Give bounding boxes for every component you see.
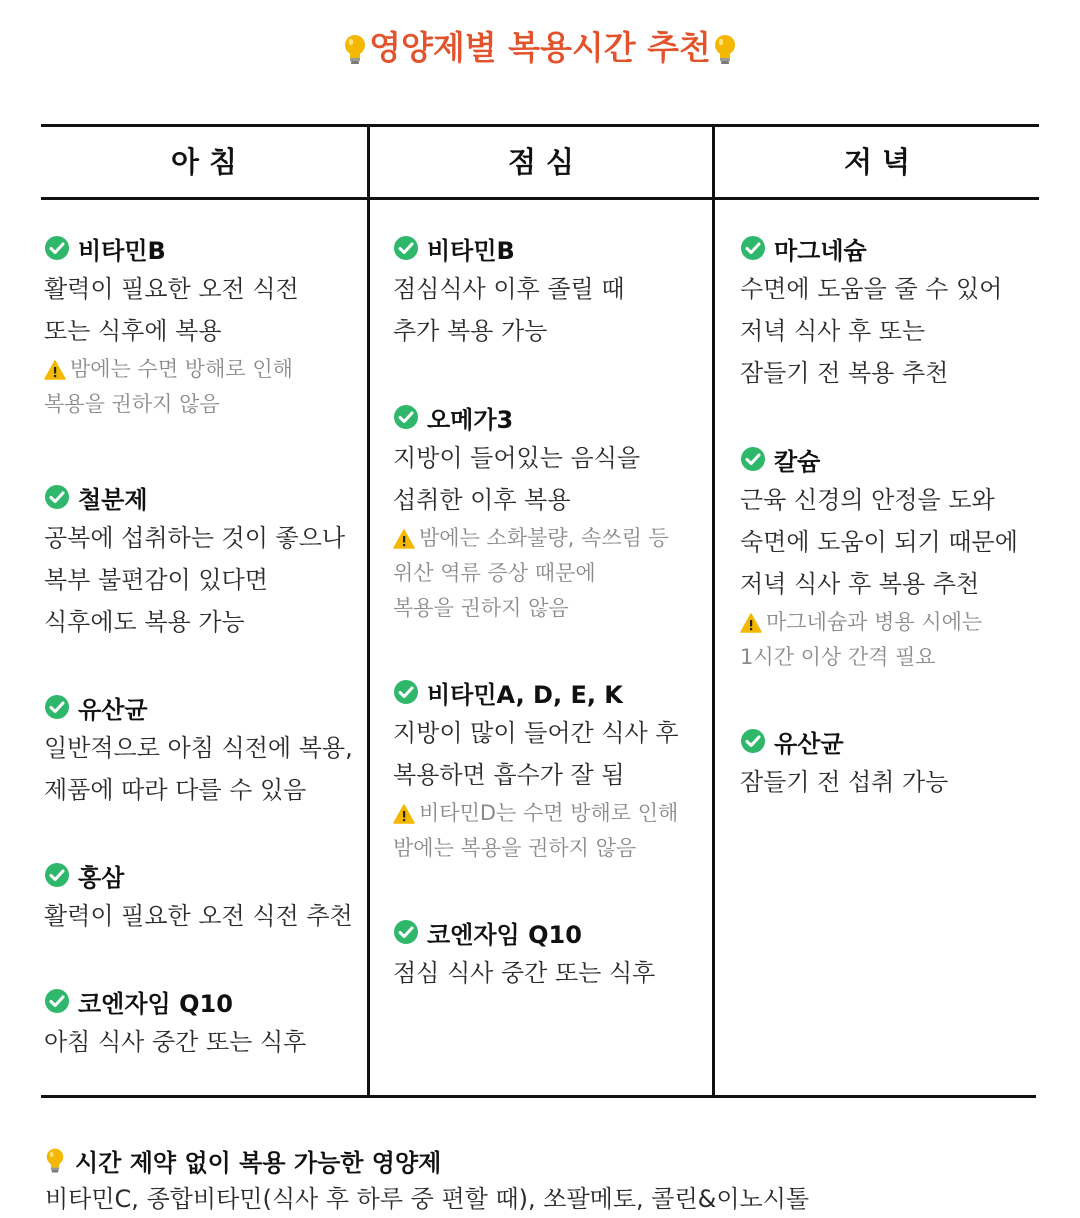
supplement-name: 홍삼 xyxy=(78,863,125,892)
check-circle-icon xyxy=(740,235,766,261)
description-line: 활력이 필요한 오전 식전 xyxy=(44,275,299,303)
warning-line: 밤에는 복용을 권하지 않음 xyxy=(393,836,637,860)
column-header-lunch: 점 심 xyxy=(507,145,575,179)
supplement-name: 오메가3 xyxy=(427,405,514,434)
supplement-item xyxy=(44,477,353,643)
check-circle-icon xyxy=(393,404,419,430)
description-line: 잠들기 전 복용 추천 xyxy=(740,359,949,387)
table-bottom-border xyxy=(41,1095,1036,1098)
supplement-name: 비타민B xyxy=(427,236,515,265)
description-line: 점심 식사 중간 또는 식후 xyxy=(393,959,656,987)
description-line: 섭취한 이후 복용 xyxy=(393,486,571,514)
description-line: 지방이 들어있는 음식을 xyxy=(393,444,641,472)
supplement-item xyxy=(740,439,1018,675)
supplement-item xyxy=(740,721,1018,803)
lightbulb-icon xyxy=(343,33,367,67)
supplement-item xyxy=(393,397,679,626)
column-divider xyxy=(712,124,715,1098)
check-circle-icon xyxy=(740,728,766,754)
warning-line: 위산 역류 증상 때문에 xyxy=(393,561,596,585)
supplement-name: 비타민A, D, E, K xyxy=(427,680,623,709)
warning-line: 밤에는 수면 방해로 인해 xyxy=(44,352,353,387)
description-line: 점심식사 이후 졸릴 때 xyxy=(393,275,625,303)
description-line: 지방이 많이 들어간 식사 후 xyxy=(393,719,679,747)
column-divider xyxy=(367,124,370,1098)
description-line: 저녁 식사 후 복용 추천 xyxy=(740,570,980,598)
warning-line: 마그네슘과 병용 시에는 xyxy=(740,605,1018,640)
check-circle-icon xyxy=(44,235,70,261)
check-circle-icon xyxy=(393,235,419,261)
supplement-name: 철분제 xyxy=(78,485,148,514)
description-line: 또는 식후에 복용 xyxy=(44,317,222,345)
lightbulb-icon xyxy=(45,1147,65,1175)
description-line: 아침 식사 중간 또는 식후 xyxy=(44,1028,307,1056)
supplement-name: 칼슘 xyxy=(774,447,821,476)
footer-title-text: 시간 제약 없이 복용 가능한 영양제 xyxy=(75,1149,442,1177)
warning-line: 복용을 권하지 않음 xyxy=(44,392,220,416)
description-line: 일반적으로 아침 식전에 복용, xyxy=(44,734,353,762)
supplement-item xyxy=(393,672,679,866)
warning-icon xyxy=(393,529,415,549)
check-circle-icon xyxy=(44,484,70,510)
warning-line: 밤에는 소화불량, 속쓰림 등 xyxy=(393,521,679,556)
warning-line: 복용을 권하지 않음 xyxy=(393,596,569,620)
description-line: 숙면에 도움이 되기 때문에 xyxy=(740,528,1018,556)
description-line: 잠들기 전 섭취 가능 xyxy=(740,768,949,796)
table-header-divider xyxy=(41,197,1039,200)
check-circle-icon xyxy=(44,988,70,1014)
supplement-item xyxy=(44,687,353,811)
supplement-name: 코엔자임 Q10 xyxy=(427,920,582,949)
supplement-name: 마그네슘 xyxy=(774,236,867,265)
column-morning xyxy=(44,228,353,1063)
warning-icon xyxy=(44,360,66,380)
check-circle-icon xyxy=(44,694,70,720)
supplement-item xyxy=(44,855,353,937)
supplement-item xyxy=(393,228,679,352)
check-circle-icon xyxy=(393,919,419,945)
warning-line: 1시간 이상 간격 필요 xyxy=(740,645,936,669)
check-circle-icon xyxy=(393,679,419,705)
description-line: 수면에 도움을 줄 수 있어 xyxy=(740,275,1003,303)
description-line: 복부 불편감이 있다면 xyxy=(44,566,268,594)
check-circle-icon xyxy=(44,862,70,888)
supplement-name: 유산균 xyxy=(774,729,844,758)
lightbulb-icon xyxy=(713,33,737,67)
description-line: 저녁 식사 후 또는 xyxy=(740,317,926,345)
description-line: 공복에 섭취하는 것이 좋으나 xyxy=(44,524,346,552)
footer-text: 비타민C, 종합비타민(식사 후 하루 중 편할 때), 쏘팔메토, 콜린&이노시톨 xyxy=(45,1185,810,1213)
column-header-evening: 저 녁 xyxy=(843,145,911,179)
description-line: 복용하면 흡수가 잘 됨 xyxy=(393,761,625,789)
warning-line: 비타민D는 수면 방해로 인해 xyxy=(393,796,679,831)
supplement-name: 코엔자임 Q10 xyxy=(78,989,233,1018)
supplement-name: 비타민B xyxy=(78,236,166,265)
supplement-item xyxy=(44,981,353,1063)
title-text: 영양제별 복용시간 추천 xyxy=(369,28,711,67)
description-line: 추가 복용 가능 xyxy=(393,317,548,345)
warning-icon xyxy=(740,613,762,633)
warning-icon xyxy=(393,804,415,824)
column-header-morning: 아 침 xyxy=(170,145,238,179)
description-line: 근육 신경의 안정을 도와 xyxy=(740,486,995,514)
supplement-name: 유산균 xyxy=(78,695,148,724)
check-circle-icon xyxy=(740,446,766,472)
description-line: 활력이 필요한 오전 식전 추천 xyxy=(44,902,353,930)
description-line: 제품에 따라 다를 수 있음 xyxy=(44,776,307,804)
page-title xyxy=(0,26,1080,70)
supplement-item xyxy=(44,228,353,422)
footer-title xyxy=(45,1143,441,1178)
column-evening xyxy=(740,228,1018,803)
column-lunch xyxy=(393,228,679,994)
supplement-item xyxy=(740,228,1018,394)
description-line: 식후에도 복용 가능 xyxy=(44,608,245,636)
supplement-item xyxy=(393,912,679,994)
